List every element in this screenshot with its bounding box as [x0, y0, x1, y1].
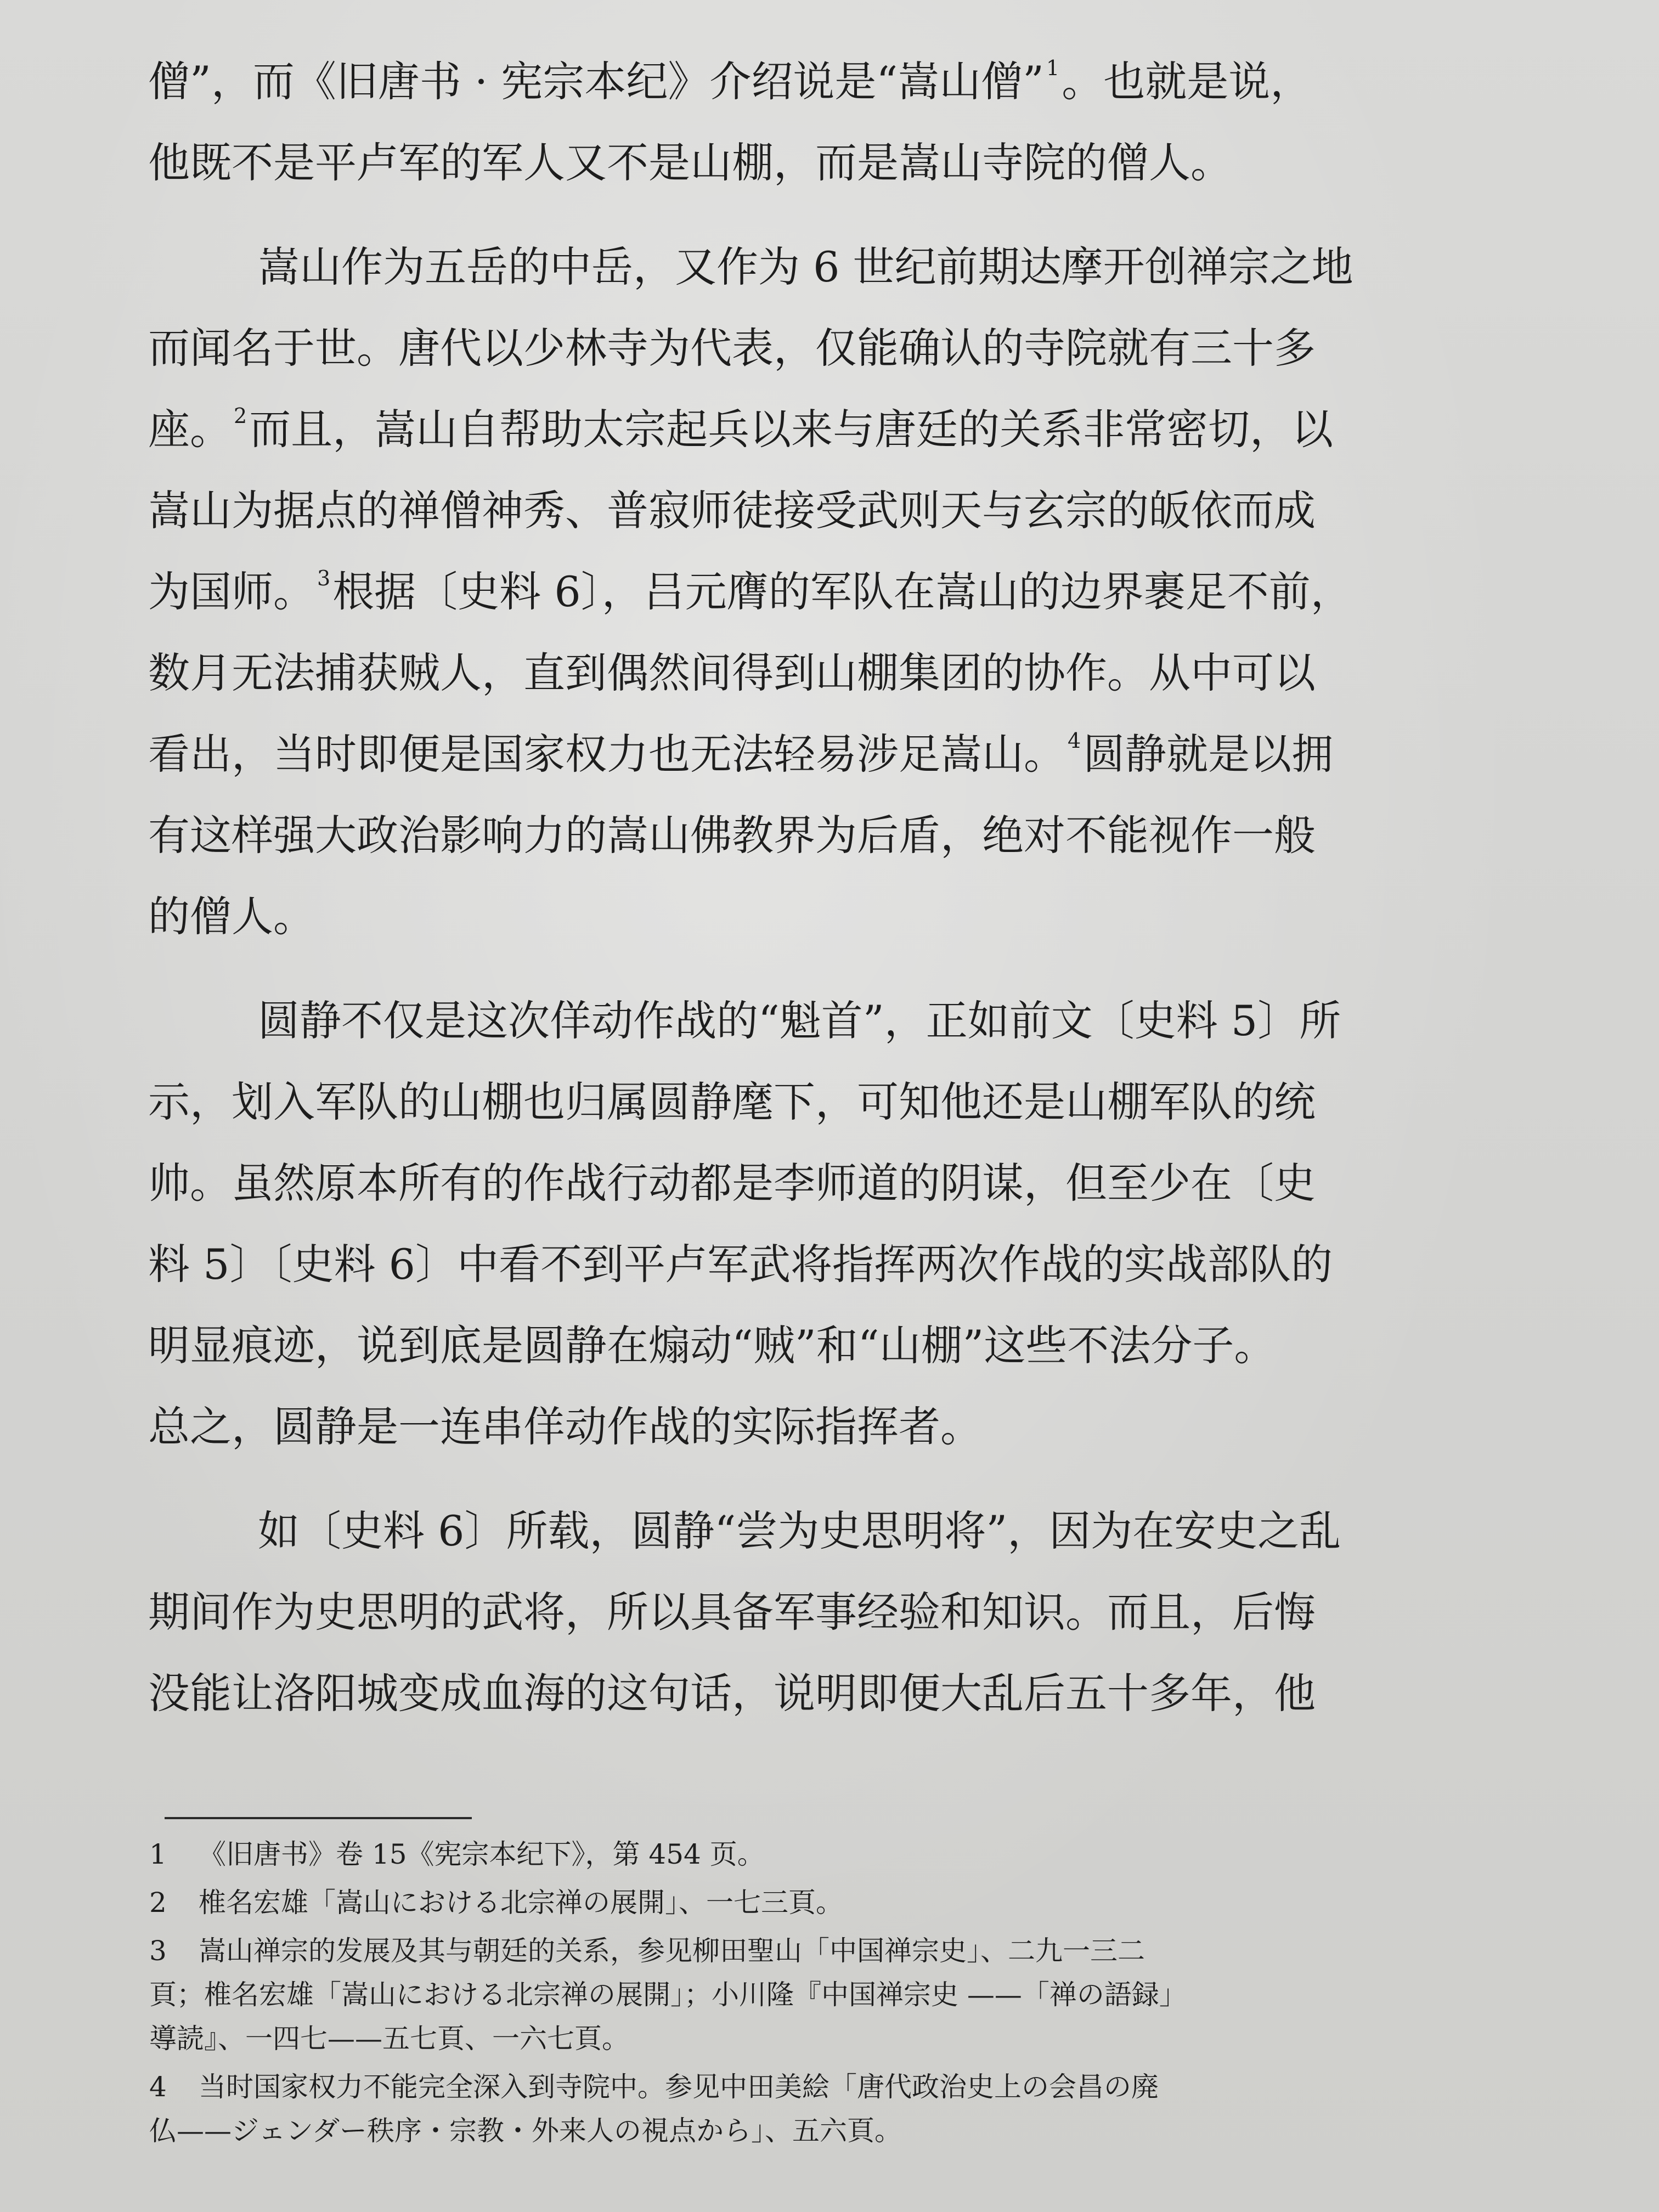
text-run: 期间作为史思明的武将，所以具备军事经验和知识。而且，后悔 [148, 1588, 1316, 1637]
main-text [148, 41, 1421, 1734]
text-run: 。也就是说， [1062, 57, 1312, 106]
footnote-gap [149, 2153, 1427, 2157]
footnote-line [149, 1881, 1427, 1925]
text-run: 根据〔史料 6〕，吕元膺的军队在嵩山的边界裹足不前， [332, 567, 1352, 616]
text-line [148, 876, 1421, 957]
text-line [148, 1653, 1421, 1734]
footnote-line [149, 2109, 1427, 2153]
text-run: 为国师。 [148, 567, 315, 616]
text-run: 料 5〕〔史料 6〕中看不到平卢军武将指挥两次作战的实战部队的 [148, 1240, 1333, 1289]
text-run: 的僧人。 [148, 892, 315, 941]
text-line [148, 389, 1421, 470]
text-run: 而闻名于世。唐代以少林寺为代表，仅能确认的寺院就有三十多 [148, 324, 1316, 373]
text-run: 座。 [148, 405, 232, 454]
footnote-text: 仏——ジェンダー秩序・宗教・外来人の視点から」、五六頁。 [149, 2115, 902, 2147]
text-line [148, 714, 1421, 795]
text-line [148, 1386, 1421, 1468]
text-run: 看出，当时即便是国家权力也无法轻易涉足嵩山。 [148, 730, 1065, 778]
footnote-line [149, 2017, 1427, 2061]
footnote-number: 2 [149, 1887, 167, 1918]
text-line [148, 308, 1421, 389]
footnote-marker: 3 [317, 566, 331, 590]
text-run: 没能让洛阳城变成血海的这句话，说明即便大乱后五十多年，他 [148, 1669, 1316, 1718]
text-line [148, 1491, 1421, 1572]
footnote-text: 《旧唐书》卷 15《宪宗本纪下》，第 454 页。 [199, 1838, 765, 1870]
footnote-number: 1 [149, 1838, 167, 1870]
footnotes [149, 1832, 1427, 2157]
footnote-text: 導読』、一四七——五七頁、一六七頁。 [149, 2023, 629, 2055]
footnote-text: 嵩山禅宗的发展及其与朝廷的关系，参见柳田聖山「中国禅宗史」、二九一三二 [199, 1935, 1145, 1967]
text-run: 圆静不仅是这次佯动作战的“魁首”，正如前文〔史料 5〕所 [258, 996, 1341, 1045]
footnote-rule [165, 1817, 472, 1819]
text-line [148, 1143, 1421, 1224]
text-run: 他既不是平卢军的军人又不是山棚，而是嵩山寺院的僧人。 [148, 138, 1232, 187]
paragraph-gap [148, 957, 1421, 980]
text-line [148, 551, 1421, 633]
text-run: 总之，圆静是一连串佯动作战的实际指挥者。 [148, 1402, 982, 1451]
text-line [148, 1062, 1421, 1143]
text-run: 数月无法捕获贼人，直到偶然间得到山棚集团的协作。从中可以 [148, 648, 1316, 697]
footnote-line [149, 1973, 1427, 2017]
text-line [148, 41, 1421, 122]
text-run: 嵩山作为五岳的中岳，又作为 6 世纪前期达摩开创禅宗之地 [258, 242, 1353, 291]
text-line [148, 122, 1421, 204]
footnote-text: 頁；椎名宏雄「嵩山における北宗禅の展開」；小川隆『中国禅宗史 ——「禅の語録」 [149, 1979, 1187, 2011]
text-line [148, 1572, 1421, 1653]
text-run: 示，划入军队的山棚也归属圆静麾下，可知他还是山棚军队的统 [148, 1077, 1316, 1126]
text-line [148, 1224, 1421, 1305]
footnote-gap [149, 1876, 1427, 1881]
text-run: 而且，嵩山自帮助太宗起兵以来与唐廷的关系非常密切，以 [249, 405, 1334, 454]
footnote-line [149, 1929, 1427, 1973]
text-line [148, 795, 1421, 876]
footnote-gap [149, 2061, 1427, 2065]
text-line [148, 227, 1421, 308]
footnote-text: 当时国家权力不能完全深入到寺院中。参见中田美絵「唐代政治史上の会昌の廃 [199, 2071, 1159, 2103]
text-run: 如〔史料 6〕所载，圆静“尝为史思明将”，因为在安史之乱 [258, 1506, 1341, 1555]
footnote-marker: 2 [234, 404, 247, 428]
footnote-gap [149, 1925, 1427, 1929]
text-run: 帅。虽然原本所有的作战行动都是李师道的阴谋，但至少在〔史 [148, 1159, 1316, 1207]
text-run: 有这样强大政治影响力的嵩山佛教界为后盾，绝对不能视作一般 [148, 811, 1316, 860]
footnote-number: 3 [149, 1935, 167, 1967]
text-line [148, 980, 1421, 1062]
text-run: 僧”，而《旧唐书 · 宪宗本纪》介绍说是“嵩山僧” [148, 57, 1045, 106]
text-line [148, 633, 1421, 714]
footnote-text: 椎名宏雄「嵩山における北宗禅の展開」、一七三頁。 [199, 1887, 843, 1918]
text-run: 嵩山为据点的禅僧神秀、普寂师徒接受武则天与玄宗的皈依而成 [148, 486, 1316, 535]
paragraph-gap [148, 204, 1421, 227]
footnote-line [149, 1832, 1427, 1876]
text-line [148, 1305, 1421, 1386]
paragraph-gap [148, 1468, 1421, 1491]
footnote-marker: 1 [1046, 56, 1060, 80]
text-run: 圆静就是以拥 [1083, 730, 1334, 778]
footnote-line [149, 2065, 1427, 2109]
text-line [148, 470, 1421, 551]
footnote-number: 4 [149, 2071, 167, 2103]
footnote-marker: 4 [1068, 729, 1081, 753]
text-run: 明显痕迹，说到底是圆静在煽动“贼”和“山棚”这些不法分子。 [148, 1321, 1276, 1370]
